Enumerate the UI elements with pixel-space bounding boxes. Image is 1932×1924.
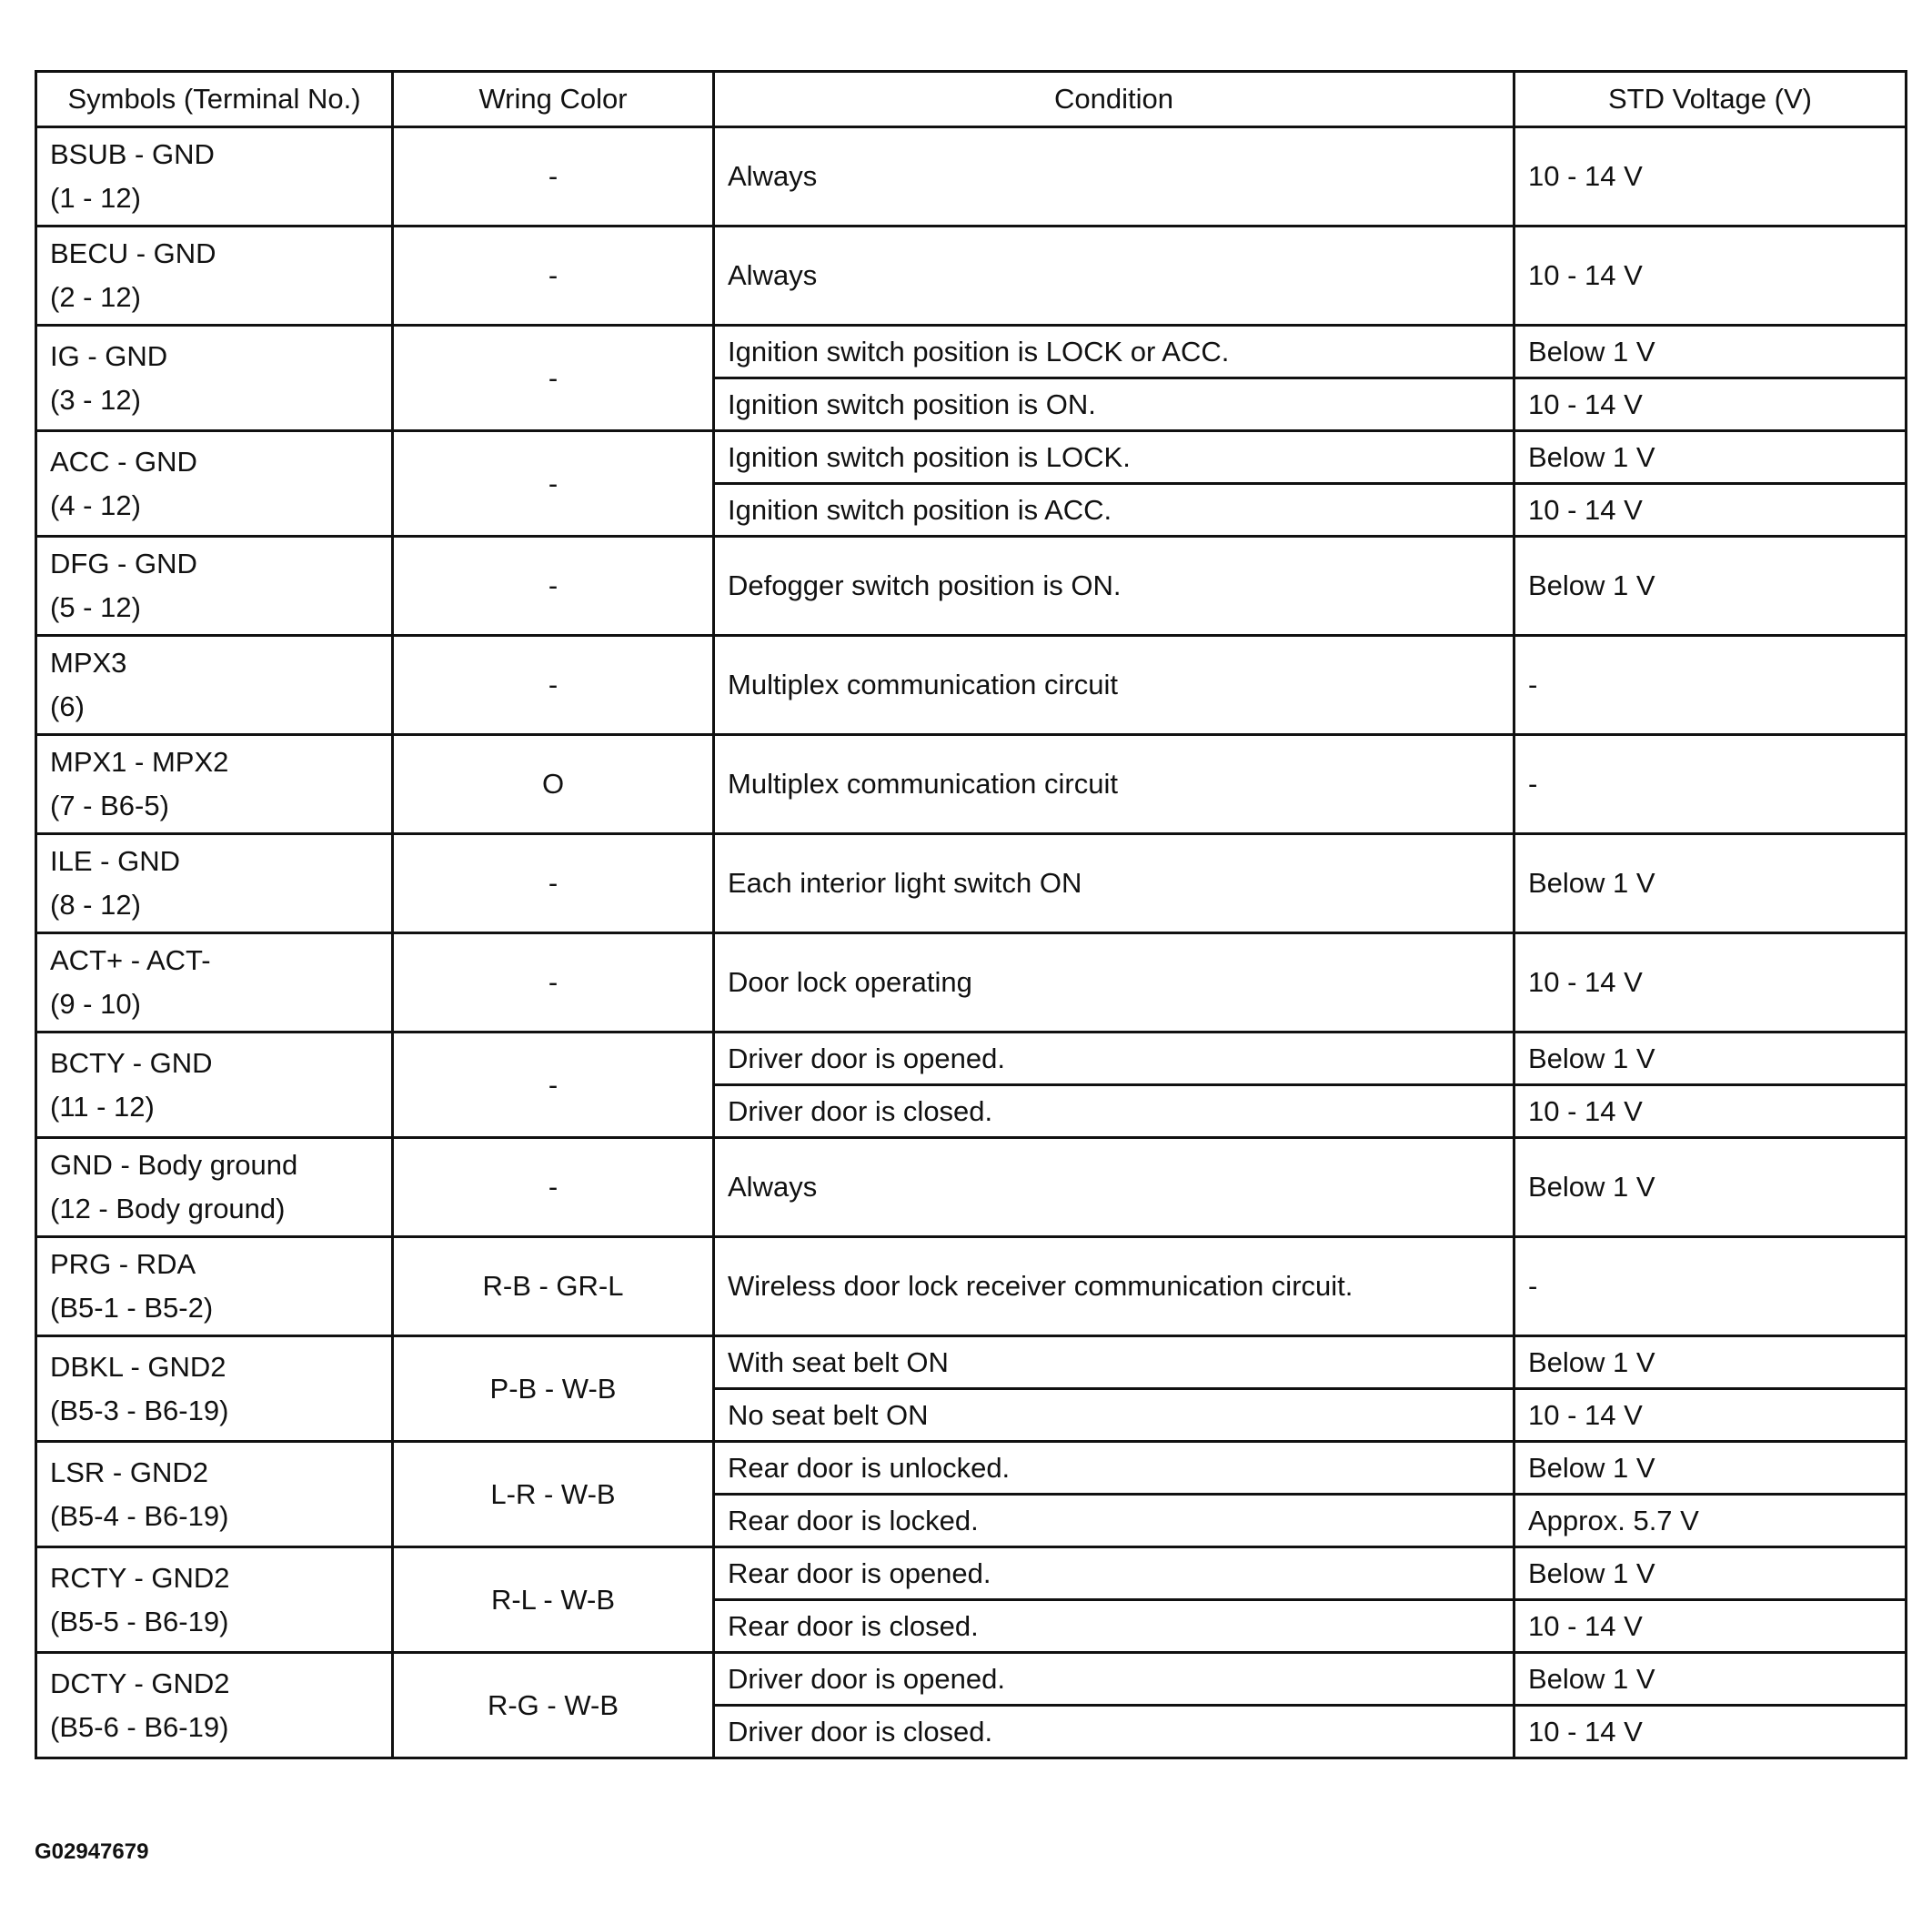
symbol-cell xyxy=(36,431,393,537)
terminal-number: (1 - 12) xyxy=(50,182,141,214)
condition-cell: Always xyxy=(714,127,1514,227)
symbol-name: ILE - GND xyxy=(50,845,180,877)
terminal-number: (B5-6 - B6-19) xyxy=(50,1710,229,1743)
terminal-number: (B5-5 - B6-19) xyxy=(50,1605,229,1637)
symbol-cell xyxy=(36,933,393,1033)
condition-cell: Ignition switch position is ACC. xyxy=(714,484,1514,537)
symbol-name: LSR - GND2 xyxy=(50,1456,208,1488)
table-row xyxy=(36,735,1907,834)
voltage-cell: Below 1 V xyxy=(1514,834,1907,933)
wiring-color-cell: - xyxy=(393,1138,714,1237)
condition-cell: Wireless door lock receiver communication circuit. xyxy=(714,1237,1514,1336)
wiring-color-cell: - xyxy=(393,127,714,227)
voltage-cell: 10 - 14 V xyxy=(1514,1085,1907,1138)
terminal-number: (9 - 10) xyxy=(50,988,141,1020)
symbol-name: GND - Body ground xyxy=(50,1149,298,1181)
symbol-name: DCTY - GND2 xyxy=(50,1667,230,1699)
condition-cell: With seat belt ON xyxy=(714,1336,1514,1389)
condition-cell: Rear door is locked. xyxy=(714,1495,1514,1547)
table-row xyxy=(36,326,1907,378)
wiring-color-cell: - xyxy=(393,636,714,735)
terminal-voltage-table xyxy=(35,70,1907,1759)
voltage-cell: Below 1 V xyxy=(1514,1442,1907,1495)
voltage-cell: 10 - 14 V xyxy=(1514,127,1907,227)
table-row xyxy=(36,1033,1907,1085)
table-row xyxy=(36,933,1907,1033)
terminal-number: (8 - 12) xyxy=(50,889,141,921)
wiring-color-cell: - xyxy=(393,933,714,1033)
condition-cell: Door lock operating xyxy=(714,933,1514,1033)
table-row xyxy=(36,1336,1907,1389)
symbol-cell xyxy=(36,1336,393,1442)
symbol-cell xyxy=(36,834,393,933)
condition-cell: Ignition switch position is LOCK or ACC. xyxy=(714,326,1514,378)
table-body xyxy=(36,127,1907,1758)
condition-cell: No seat belt ON xyxy=(714,1389,1514,1442)
figure-id: G02947679 xyxy=(35,1839,149,1864)
symbol-cell xyxy=(36,1547,393,1653)
symbol-name: MPX1 - MPX2 xyxy=(50,746,229,778)
condition-cell: Defogger switch position is ON. xyxy=(714,537,1514,636)
symbol-cell xyxy=(36,537,393,636)
table-row xyxy=(36,636,1907,735)
condition-cell: Rear door is unlocked. xyxy=(714,1442,1514,1495)
wiring-color-cell: R-L - W-B xyxy=(393,1547,714,1653)
symbol-cell xyxy=(36,1033,393,1138)
header-row xyxy=(36,72,1907,127)
table-row xyxy=(36,1547,1907,1600)
symbol-name: ACT+ - ACT- xyxy=(50,944,211,976)
terminal-number: (12 - Body ground) xyxy=(50,1193,286,1224)
symbol-name: BCTY - GND xyxy=(50,1046,213,1079)
terminal-number: (7 - B6-5) xyxy=(50,790,169,821)
wiring-color-cell: P-B - W-B xyxy=(393,1336,714,1442)
voltage-cell: 10 - 14 V xyxy=(1514,227,1907,326)
symbol-cell xyxy=(36,636,393,735)
symbol-cell xyxy=(36,326,393,431)
condition-cell: Driver door is closed. xyxy=(714,1706,1514,1758)
wiring-color-cell: - xyxy=(393,1033,714,1138)
wiring-color-cell: - xyxy=(393,431,714,537)
terminal-number: (B5-1 - B5-2) xyxy=(50,1292,214,1324)
voltage-cell: Below 1 V xyxy=(1514,431,1907,484)
terminal-number: (4 - 12) xyxy=(50,489,141,521)
voltage-cell: 10 - 14 V xyxy=(1514,1389,1907,1442)
symbol-cell xyxy=(36,227,393,326)
table-row xyxy=(36,1237,1907,1336)
voltage-cell: Approx. 5.7 V xyxy=(1514,1495,1907,1547)
condition-cell: Always xyxy=(714,1138,1514,1237)
terminal-number: (B5-4 - B6-19) xyxy=(50,1499,229,1532)
symbol-name: PRG - RDA xyxy=(50,1248,196,1280)
wiring-color-cell: L-R - W-B xyxy=(393,1442,714,1547)
voltage-cell: 10 - 14 V xyxy=(1514,1706,1907,1758)
terminal-number: (5 - 12) xyxy=(50,591,141,623)
table-row xyxy=(36,431,1907,484)
terminal-number: (B5-3 - B6-19) xyxy=(50,1394,229,1426)
table-row xyxy=(36,537,1907,636)
symbol-name: IG - GND xyxy=(50,339,168,372)
terminal-number: (11 - 12) xyxy=(50,1090,155,1123)
terminal-number: (6) xyxy=(50,690,85,722)
symbol-name: RCTY - GND2 xyxy=(50,1561,230,1594)
wiring-color-cell: - xyxy=(393,227,714,326)
voltage-cell: 10 - 14 V xyxy=(1514,1600,1907,1653)
table-row xyxy=(36,1653,1907,1706)
header-std-voltage: STD Voltage (V) xyxy=(1514,72,1907,127)
condition-cell: Driver door is opened. xyxy=(714,1033,1514,1085)
table-row xyxy=(36,227,1907,326)
symbol-name: DBKL - GND2 xyxy=(50,1350,226,1383)
symbol-name: DFG - GND xyxy=(50,548,197,579)
voltage-cell: Below 1 V xyxy=(1514,1547,1907,1600)
wiring-color-cell: - xyxy=(393,834,714,933)
header-wiring-color: Wring Color xyxy=(393,72,714,127)
condition-cell: Always xyxy=(714,227,1514,326)
terminal-number: (2 - 12) xyxy=(50,281,141,313)
terminal-number: (3 - 12) xyxy=(50,383,141,416)
voltage-cell: Below 1 V xyxy=(1514,1033,1907,1085)
condition-cell: Multiplex communication circuit xyxy=(714,735,1514,834)
symbol-name: MPX3 xyxy=(50,647,127,679)
voltage-cell: 10 - 14 V xyxy=(1514,378,1907,431)
condition-cell: Driver door is opened. xyxy=(714,1653,1514,1706)
voltage-cell: Below 1 V xyxy=(1514,537,1907,636)
wiring-color-cell: - xyxy=(393,326,714,431)
symbol-name: ACC - GND xyxy=(50,445,197,478)
symbol-cell xyxy=(36,1138,393,1237)
wiring-color-cell: - xyxy=(393,537,714,636)
symbol-cell xyxy=(36,1442,393,1547)
table-row xyxy=(36,834,1907,933)
condition-cell: Ignition switch position is ON. xyxy=(714,378,1514,431)
wiring-color-cell: R-G - W-B xyxy=(393,1653,714,1758)
voltage-cell: - xyxy=(1514,735,1907,834)
symbol-name: BECU - GND xyxy=(50,237,216,269)
condition-cell: Rear door is closed. xyxy=(714,1600,1514,1653)
voltage-cell: Below 1 V xyxy=(1514,1138,1907,1237)
voltage-cell: 10 - 14 V xyxy=(1514,484,1907,537)
table-row xyxy=(36,1138,1907,1237)
symbol-name: BSUB - GND xyxy=(50,138,215,170)
condition-cell: Multiplex communication circuit xyxy=(714,636,1514,735)
condition-cell: Ignition switch position is LOCK. xyxy=(714,431,1514,484)
voltage-cell: Below 1 V xyxy=(1514,1653,1907,1706)
condition-cell: Each interior light switch ON xyxy=(714,834,1514,933)
symbol-cell xyxy=(36,735,393,834)
symbol-cell xyxy=(36,1653,393,1758)
voltage-cell: - xyxy=(1514,1237,1907,1336)
voltage-cell: - xyxy=(1514,636,1907,735)
wiring-color-cell: O xyxy=(393,735,714,834)
header-condition: Condition xyxy=(714,72,1514,127)
condition-cell: Rear door is opened. xyxy=(714,1547,1514,1600)
table-row xyxy=(36,1442,1907,1495)
wiring-color-cell: R-B - GR-L xyxy=(393,1237,714,1336)
condition-cell: Driver door is closed. xyxy=(714,1085,1514,1138)
symbol-cell xyxy=(36,127,393,227)
table-row xyxy=(36,127,1907,227)
header-symbols: Symbols (Terminal No.) xyxy=(36,72,393,127)
voltage-cell: Below 1 V xyxy=(1514,326,1907,378)
symbol-cell xyxy=(36,1237,393,1336)
voltage-cell: 10 - 14 V xyxy=(1514,933,1907,1033)
voltage-cell: Below 1 V xyxy=(1514,1336,1907,1389)
